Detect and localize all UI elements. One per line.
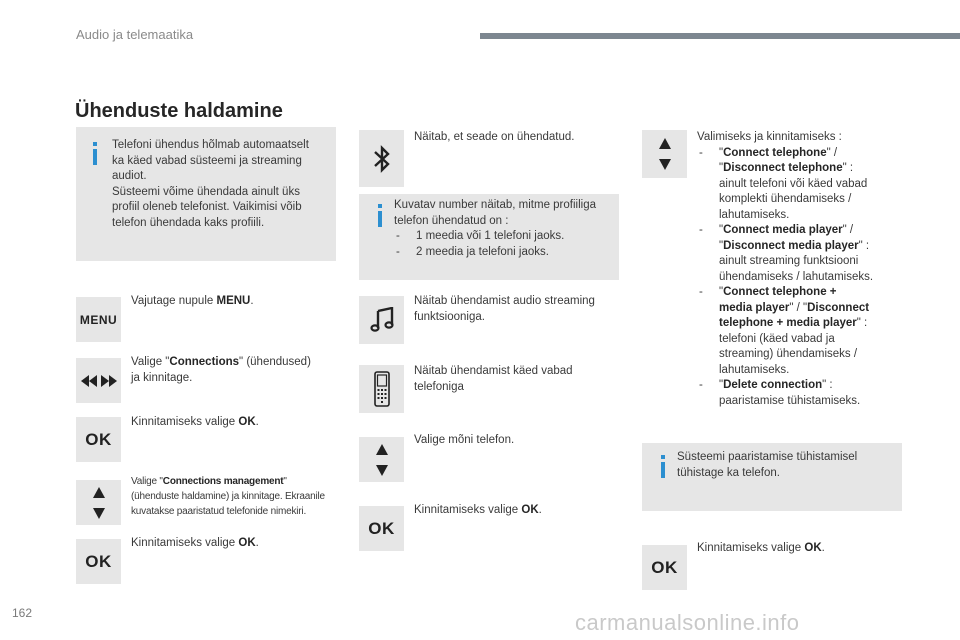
ok-button[interactable]: OK (76, 417, 121, 462)
handsfree-status-box (359, 365, 404, 413)
up-down-button-2[interactable] (359, 437, 404, 482)
up-down-button[interactable] (76, 480, 121, 525)
list-item: - "Connect telephone" / "Disconnect telephone" : ainult telefoni või käed vabad komplekti ühendamiseks / lahutamiseks. (699, 146, 868, 221)
ok-button-3[interactable]: OK (359, 506, 404, 551)
arrow-down-icon (659, 159, 671, 170)
info-icon (93, 149, 97, 165)
options-list (697, 146, 907, 410)
step-press-menu: Vajutage nupule MENU. (131, 295, 254, 307)
info-icon (661, 462, 665, 478)
arrow-up-icon (659, 138, 671, 149)
step-confirm-ok: Kinnitamiseks valige OK. (131, 416, 259, 428)
section-label: Audio ja telemaatika (76, 27, 194, 42)
list-item: - "Connect media player" / "Disconnect media player" : ainult streaming funktsiooni ühendamiseks / lahutamiseks. (699, 224, 874, 283)
arrow-down-icon (376, 465, 388, 476)
select-phone-text: Valige mõni telefon. (414, 434, 515, 446)
confirm-ok-text: Kinnitamiseks valige OK. (414, 504, 542, 516)
confirm-ok-text-2: Kinnitamiseks valige OK. (697, 542, 825, 554)
arrow-up-icon (376, 444, 388, 455)
info-box-profiles (359, 194, 619, 280)
list-item: - "Connect telephone + media player" / "Disconnect telephone + media player" : telefoni (käed vabad ja streaming) ühendamiseks / lahutamiseks. (699, 286, 870, 376)
bluetooth-icon (372, 144, 392, 174)
ok-button-2[interactable]: OK (76, 539, 121, 584)
page-title: Ühenduste haldamine (75, 100, 283, 122)
info-box-unpair (642, 443, 902, 511)
page-number: 162 (12, 606, 33, 620)
phone-icon (372, 371, 392, 407)
audio-status-box (359, 296, 404, 344)
header-bar (480, 33, 960, 39)
menu-button[interactable]: MENU (76, 297, 121, 342)
prev-next-icon (81, 375, 117, 387)
step-connections-management: Valige "Connections management" (ühenduste haldamine) ja kinnitage. Ekraanile kuvatakse paaristatud telefonide nimekiri. (131, 476, 325, 517)
step-select-connections: Valige "Connections" (ühendused) ja kinnitage. (131, 356, 311, 384)
arrow-up-icon (93, 487, 105, 498)
audio-text: Näitab ühendamist audio streaming funktsiooniga. (414, 295, 595, 323)
up-down-button-3[interactable] (642, 130, 687, 178)
arrow-down-icon (93, 508, 105, 519)
step-confirm-ok-2: Kinnitamiseks valige OK. (131, 537, 259, 549)
list-item: - 1 meedia või 1 telefoni jaoks. (396, 230, 565, 242)
watermark: carmanualsonline.info (575, 610, 800, 635)
music-note-icon (369, 307, 395, 333)
list-item: - 2 meedia ja telefoni jaoks. (396, 245, 549, 258)
prev-next-button[interactable] (76, 358, 121, 403)
list-item: - "Delete connection" : paaristamise tühistamiseks. (699, 379, 861, 407)
info-profiles-text: Kuvatav number näitab, mitme profiiliga telefon ühendatud on : - 1 meedia või 1 telefoni jaoks. - 2 meedia ja telefoni jaoks. (394, 198, 616, 260)
profiles-list (394, 229, 616, 260)
info-unpair-text: Süsteemi paaristamise tühistamisel tühistage ka telefon. (677, 451, 858, 479)
info-box-connection (76, 127, 336, 261)
ok-button-4[interactable]: OK (642, 545, 687, 590)
bluetooth-status-box (359, 130, 404, 187)
info-text: Telefoni ühendus hõlmab automaatselt ka käed vabad süsteemi ja streaming audiot. Süsteemi võime ühendada ainult üks profiil oleneb telefonist. Vaikimisi võib telefon ühendada kaks profiili. (112, 139, 309, 229)
handsfree-text: Näitab ühendamist käed vabad telefoniga (414, 365, 573, 393)
options-text: Valimiseks ja kinnitamiseks : - "Connect telephone" / "Disconnect telephone" : ainult telefoni või käed vabad komplekti ühendamiseks / lahutamiseks. - "Connect media player" / "Disconnect media player" : ainult streaming funktsiooni ühendamiseks / lahutamiseks. - "Connect telephone + media player" / "Disconnect telephone + media player" : telefoni (käed vabad ja streaming) ühendamiseks / lahutamiseks. - "Delete connection" : paaristamise tühistamiseks. (697, 130, 907, 409)
info-icon (378, 211, 382, 227)
bluetooth-text: Näitab, et seade on ühendatud. (414, 131, 575, 143)
